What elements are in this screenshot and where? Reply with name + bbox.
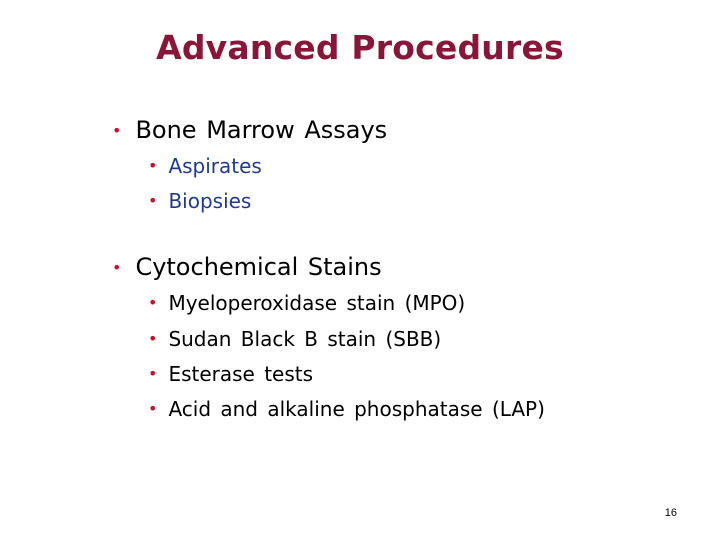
bullet-dot-icon: • — [148, 191, 158, 210]
list-item-label: Esterase tests — [168, 362, 314, 386]
list-item — [148, 291, 465, 315]
section-heading: Bone Marrow Assays — [135, 116, 388, 144]
page-number: 16 — [664, 507, 677, 519]
list-item — [148, 327, 441, 351]
list-item — [148, 362, 313, 386]
bullet-dot-icon: • — [112, 258, 122, 277]
bullet-dot-icon: • — [148, 329, 158, 348]
bullet-dot-icon: • — [112, 121, 122, 140]
list-item-label: Sudan Black B stain (SBB) — [168, 327, 442, 351]
bullet-dot-icon: • — [148, 156, 158, 175]
list-item-label: Biopsies — [168, 189, 252, 213]
list-item — [148, 189, 251, 213]
bullet-dot-icon: • — [148, 399, 158, 418]
bullet-dot-icon: • — [148, 293, 158, 312]
slide-title: Advanced Procedures — [156, 28, 564, 67]
list-item-label: Acid and alkaline phosphatase (LAP) — [168, 397, 545, 421]
list-item — [148, 154, 262, 178]
section-cytochemical — [112, 253, 382, 281]
list-item — [148, 397, 545, 421]
list-item-label: Myeloperoxidase stain (MPO) — [168, 291, 466, 315]
section-heading: Cytochemical Stains — [135, 253, 382, 281]
section-bone-marrow — [112, 116, 387, 144]
bullet-dot-icon: • — [148, 364, 158, 383]
list-item-label: Aspirates — [168, 154, 262, 178]
